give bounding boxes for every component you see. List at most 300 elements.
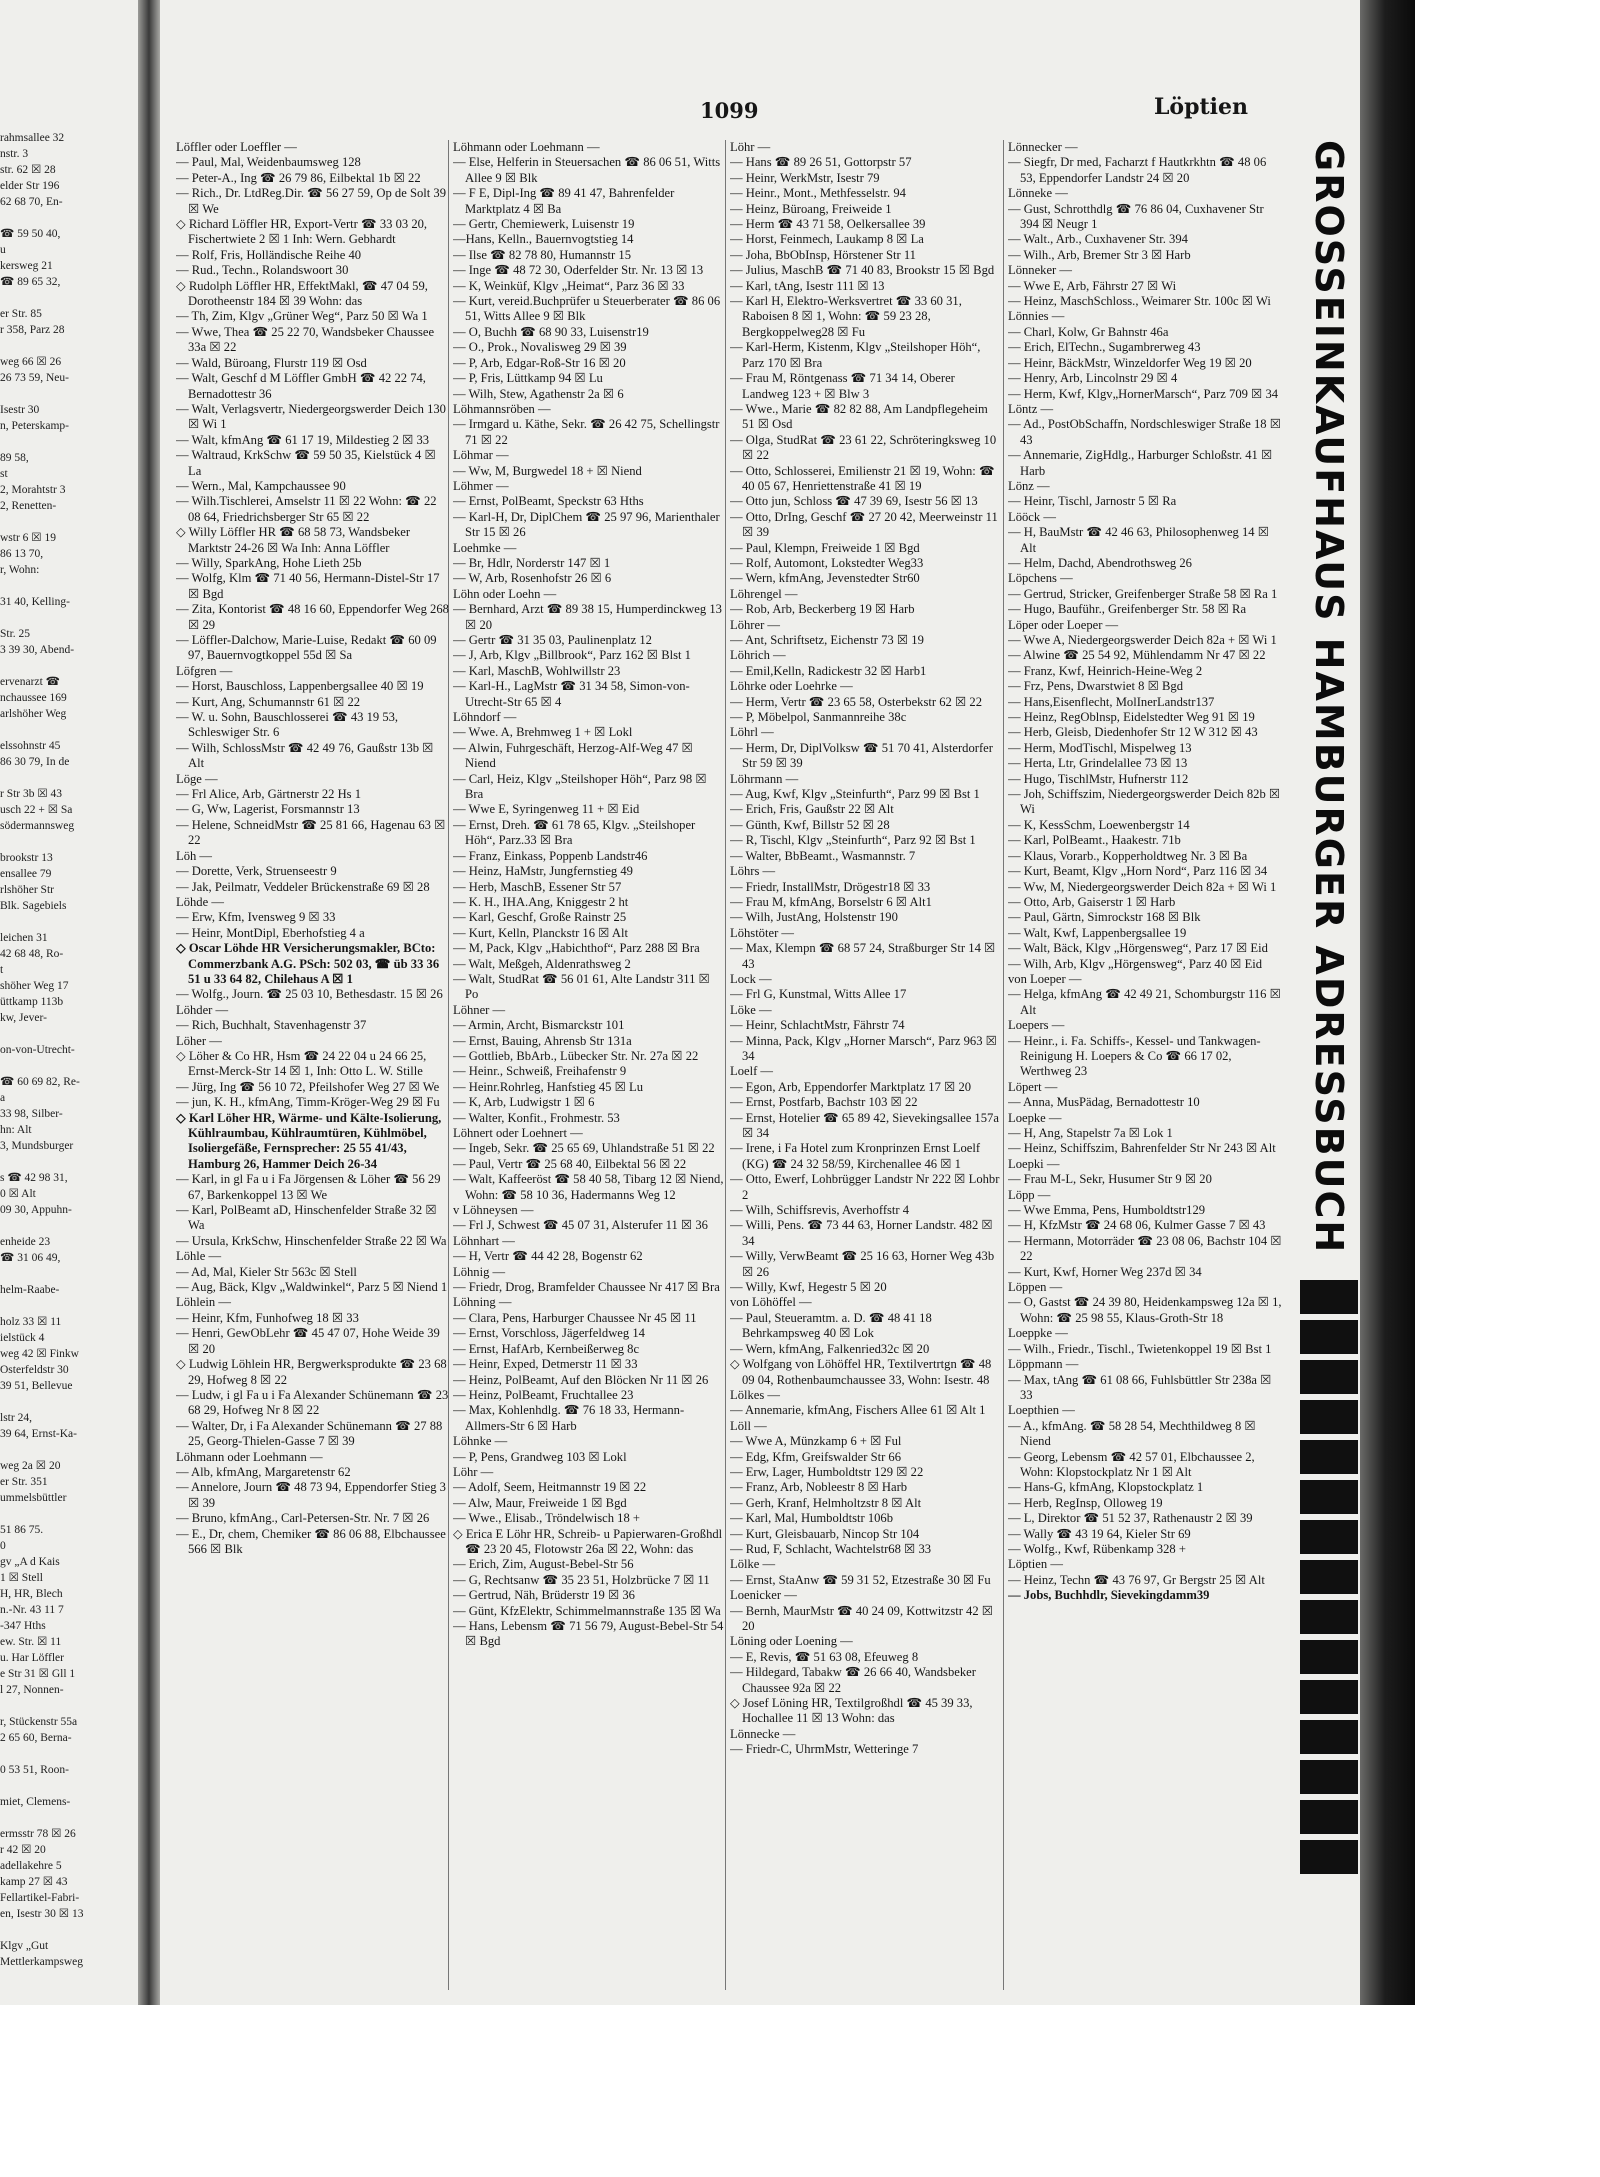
directory-entry: — O, Buchh ☎ 68 90 33, Luisenstr19	[453, 324, 649, 339]
previous-page-line: kamp 27 ☒ 43	[0, 1876, 68, 1888]
directory-entry: — Franz, Kwf, Heinrich-Heine-Weg 2	[1008, 663, 1203, 678]
previous-page-line: r 358, Parz 28	[0, 324, 65, 336]
directory-entry: — Helga, kfmAng ☎ 42 49 21, Schomburgstr 116 ☒ Alt	[1008, 987, 1281, 1017]
surname-heading: Löhrl —	[730, 725, 774, 740]
previous-page-line: Mettlerkampsweg	[0, 1956, 84, 1968]
surname-heading: Löge —	[176, 771, 218, 786]
surname-heading: Löhrer —	[730, 617, 781, 632]
directory-entry: — Gerh, Kranf, Helmholtzstr 8 ☒ Alt	[730, 1495, 922, 1510]
directory-entry: — Aug, Bäck, Klgv „Waldwinkel“, Parz 5 ☒ Niend 1	[176, 1280, 448, 1295]
directory-entry: — Wwe E, Syringenweg 11 + ☒ Eid	[453, 802, 640, 817]
directory-entry: — Ad., PostObSchaffn, Nordschleswiger Straße 18 ☒ 43	[1008, 417, 1282, 447]
directory-entry: — H, KfzMstr ☎ 24 68 06, Kulmer Gasse 7 ☒ 43	[1008, 1218, 1266, 1233]
directory-entry: — Heinz, RegOblnsp, Eidelstedter Weg 91 ☒ 19	[1008, 710, 1255, 725]
directory-entry: — Heinz, PolBeamt, Auf den Blöcken Nr 11 ☒ 26	[453, 1372, 709, 1387]
book-gutter	[138, 0, 160, 2005]
previous-page-line	[0, 658, 136, 674]
directory-entry: — Heinz, Schiffszim, Bahrenfelder Str Nr 243 ☒ Alt	[1008, 1141, 1276, 1156]
directory-entry: — Herb, MaschB, Essener Str 57	[453, 879, 622, 894]
surname-heading: Löhlein —	[176, 1295, 231, 1310]
directory-entry: — Hans,Eisenflecht, MolInerLandstr137	[1008, 694, 1215, 709]
directory-entry: — Paul, Vertr ☎ 25 68 40, Eilbektal 56 ☒ 22	[453, 1156, 687, 1171]
directory-entry: — K, Weinküf, Klgv „Heimat“, Parz 36 ☒ 33	[453, 278, 685, 293]
previous-page-line: st	[0, 468, 8, 480]
directory-entry: — Heinr, Tischl, Jarnostr 5 ☒ Ra	[1008, 494, 1177, 509]
previous-page-line: n.-Nr. 43 11 7	[0, 1604, 64, 1616]
directory-entry: — H, Vertr ☎ 44 42 28, Bogenstr 62	[453, 1249, 643, 1264]
directory-entry: ◇ Wolfgang von Löhöffel HR, Textilvertrtgn ☎ 48 09 04, Rothenbaumchaussee 33, Wohn: Isestr. 48	[730, 1357, 992, 1387]
directory-entry: — Frl J, Schwest ☎ 45 07 31, Alsterufer 11 ☒ 36	[453, 1218, 708, 1233]
directory-entry: — Anna, MusPädag, Bernadottestr 10	[1008, 1095, 1200, 1110]
directory-entry: — Kurt, Kwf, Horner Weg 237d ☒ 34	[1008, 1264, 1202, 1279]
surname-heading: Löhndorf —	[453, 710, 517, 725]
previous-page-line: nchaussee 169	[0, 692, 67, 704]
previous-page-line	[0, 1810, 136, 1826]
directory-entry: — Heinr, SchlachtMstr, Fährstr 74	[730, 1018, 905, 1033]
surname-heading: Lönnecke —	[730, 1726, 796, 1741]
directory-entry: — W. u. Sohn, Bauschlosserei ☎ 43 19 53, Schleswiger Str. 6	[176, 710, 399, 740]
surname-heading: Löher —	[176, 1033, 222, 1048]
directory-entry: — Klaus, Vorarb., Kopperholdtweg Nr. 3 ☒ Ba	[1008, 848, 1248, 863]
directory-entry: — Rud., Techn., Rolandswoort 30	[176, 263, 349, 278]
previous-page-line: Str. 25	[0, 628, 31, 640]
surname-heading: Löhmann oder Loehmann —	[176, 1449, 323, 1464]
previous-page-line: ensallee 79	[0, 868, 52, 880]
previous-page-line: u	[0, 244, 6, 256]
previous-page-line: ervenarzt ☎	[0, 676, 60, 688]
page-number: 1099	[700, 98, 759, 123]
directory-entry: — Heinr, BäckMstr, Winzeldorfer Weg 19 ☒ 20	[1008, 355, 1252, 370]
surname-heading: Loepki —	[1008, 1156, 1060, 1171]
directory-entry: — Karl-H, Dr, DiplChem ☎ 25 97 96, Marienthaler Str 15 ☒ 26	[453, 509, 720, 540]
directory-entry: — Wern, kfmAng, Falkenried32c ☒ 20	[730, 1341, 930, 1356]
previous-page-line	[0, 578, 136, 594]
surname-heading: Loepthien —	[1008, 1403, 1075, 1418]
surname-heading: Löhnig —	[453, 1264, 506, 1279]
surname-heading: Löpp —	[1008, 1187, 1051, 1202]
directory-entry: — Otto, Ewerf, Lohbrügger Landstr Nr 222 ☒ Lohbr 2	[730, 1172, 1000, 1202]
previous-page-line: ☎ 31 06 49,	[0, 1252, 61, 1264]
directory-entry: — P, Möbelpol, Sanmannreihe 38c	[730, 710, 907, 725]
previous-page-line	[0, 914, 136, 930]
surname-heading: Löntz —	[1008, 401, 1054, 416]
directory-entry: — Otto, DrIng, Geschf ☎ 27 20 42, Meerweinstr 11 ☒ 39	[730, 509, 998, 540]
directory-entry: — Walt., Arb., Cuxhavener Str. 394	[1008, 232, 1188, 247]
directory-entry: — Otto jun, Schloss ☎ 47 39 69, Isestr 56 ☒ 13	[730, 494, 978, 509]
previous-page-line	[0, 386, 136, 402]
directory-entry: — Wilh, JustAng, Holstenstr 190	[730, 910, 898, 925]
previous-page-line: er Str. 85	[0, 308, 42, 320]
previous-page-line: 2, Renetten-	[0, 500, 57, 512]
directory-entry: — Ernst, Vorschloss, Jägerfeldweg 14	[453, 1326, 645, 1341]
previous-page-line: kersweg 21	[0, 260, 53, 272]
surname-heading: Loelf —	[730, 1064, 774, 1079]
directory-entry: — Erw, Kfm, Ivensweg 9 ☒ 33	[176, 910, 336, 925]
previous-page-line: rahmsallee 32	[0, 132, 65, 144]
previous-page-line	[0, 1778, 136, 1794]
previous-page-line: Klgv „Gut	[0, 1940, 49, 1952]
directory-entry: — Wwe. A, Brehmweg 1 + ☒ Lokl	[453, 725, 633, 740]
surname-heading: Lönneker —	[1008, 263, 1072, 278]
directory-entry: — Wwe E, Arb, Fährstr 27 ☒ Wi	[1008, 278, 1177, 293]
previous-page-line	[0, 338, 136, 354]
previous-page-line	[0, 290, 136, 306]
directory-entry: — Ww, M, Burgwedel 18 + ☒ Niend	[453, 463, 642, 478]
previous-page-line	[0, 1298, 136, 1314]
surname-heading: Lock —	[730, 971, 772, 986]
directory-entry: — Ernst, Dreh. ☎ 61 78 65, Klgv. „Steilshoper Höh“, Parz.33 ☒ Bra	[453, 817, 696, 848]
directory-entry: — Annelore, Journ ☎ 48 73 94, Eppendorfer Stieg 3 ☒ 39	[176, 1480, 446, 1510]
directory-entry: — W, Arb, Rosenhofstr 26 ☒ 6	[453, 571, 612, 586]
previous-page-column	[0, 130, 136, 2000]
directory-entry: — Else, Helferin in Steuersachen ☎ 86 06 51, Witts Allee 9 ☒ Blk	[453, 155, 721, 185]
directory-entry: — Heinr, WerkMstr, Isestr 79	[730, 170, 880, 185]
previous-page-line	[0, 1058, 136, 1074]
surname-heading: Löppmann —	[1008, 1357, 1079, 1372]
previous-page-line	[0, 1922, 136, 1938]
directory-entry: — Walter, BbBeamt., Wasmannstr. 7	[730, 848, 916, 863]
surname-heading: Loehmke —	[453, 540, 517, 555]
directory-entry: — Erich, Fris, Gaußstr 22 ☒ Alt	[730, 802, 894, 817]
directory-entry: — Ernst, HafArb, Kernbeißerweg 8c	[453, 1341, 640, 1356]
previous-page-line: helm-Raabe-	[0, 1284, 60, 1296]
directory-entry: — Karl, tAng, Isestr 111 ☒ 13	[730, 278, 885, 293]
previous-page-line: usch 22 + ☒ Sa	[0, 804, 73, 816]
previous-page-line	[0, 770, 136, 786]
directory-entry: — Ernst, StaAnw ☎ 59 31 52, Etzestraße 30 ☒ Fu	[730, 1572, 991, 1587]
surname-heading: Löpert —	[1008, 1079, 1058, 1094]
directory-entry: — Walt, Verlagsvertr, Niedergeorgswerder Deich 130 ☒ Wi 1	[176, 401, 446, 432]
directory-entry: — Bernhard, Arzt ☎ 89 38 15, Humperdinckweg 13 ☒ 20	[453, 602, 722, 632]
previous-page-line: s ☎ 42 98 31,	[0, 1172, 68, 1184]
directory-entry: — Helm, Dachd, Abendrothsweg 26	[1008, 555, 1192, 570]
previous-page-line: l 27, Nonnen-	[0, 1684, 64, 1696]
previous-page-line	[0, 722, 136, 738]
directory-entry: — M, Pack, Klgv „Habichthof“, Parz 288 ☒ Bra	[453, 941, 700, 956]
directory-entry: — Ludw, i gl Fa u i Fa Alexander Schünemann ☎ 23 68 29, Hofweg Nr 8 ☒ 22	[176, 1387, 449, 1418]
directory-entry: ◇ Josef Löning HR, Textilgroßhdl ☎ 45 39 33, Hochallee 11 ☒ 13 Wohn: das	[730, 1696, 973, 1726]
directory-entry: — Paul, Klempn, Freiweide 1 ☒ Bgd	[730, 540, 920, 555]
side-advert-text: GROSSEINKAUFHAUS HAMBURGER ADRESSBUCH	[1307, 140, 1351, 1255]
surname-heading: Loepke —	[1008, 1110, 1062, 1125]
previous-page-line: Isestr 30	[0, 404, 40, 416]
previous-page-line	[0, 1442, 136, 1458]
directory-entry: — Hans, Lebensm ☎ 71 56 79, August-Bebel-Str 54 ☒ Bgd	[453, 1619, 724, 1649]
directory-entry: — Charl, Kolw, Gr Bahnstr 46a	[1008, 324, 1169, 339]
surname-heading: Löhmer —	[453, 478, 509, 493]
directory-entry: — Wilh, Schiffsrevis, Averhoffstr 4	[730, 1203, 910, 1218]
previous-page-line	[0, 1154, 136, 1170]
directory-entry: — Hans-G, kfmAng, Klopstockplatz 1	[1008, 1480, 1204, 1495]
directory-entry: ◇ Erica E Löhr HR, Schreib- u Papierwaren-Großhdl ☎ 23 20 45, Flotowstr 26a ☒ 22, Wohn: das	[453, 1526, 723, 1556]
previous-page-line: 31 40, Kelling-	[0, 596, 70, 608]
directory-entry: — Frl G, Kunstmal, Witts Allee 17	[730, 987, 907, 1002]
surname-heading: Löhnke —	[453, 1434, 508, 1449]
surname-heading: Löll —	[730, 1418, 767, 1433]
directory-entry: — Walt, Bäck, Klgv „Hörgensweg“, Parz 17 ☒ Eid	[1008, 941, 1268, 956]
directory-entry: — Wern., Mal, Kampchaussee 90	[176, 478, 346, 493]
directory-entry: — Löffler-Dalchow, Marie-Luise, Redakt ☎ 60 09 97, Bauernvogtkoppel 55d ☒ Sa	[176, 633, 437, 663]
directory-entry: — Karl-H., LagMstr ☎ 31 34 58, Simon-von-Utrecht-Str 65 ☒ 4	[453, 679, 690, 709]
previous-page-line: 3 39 30, Abend-	[0, 644, 75, 656]
directory-entry: — Ernst, Postfarb, Bachstr 103 ☒ 22	[730, 1095, 918, 1110]
surname-heading: Löning oder Loening —	[730, 1634, 853, 1649]
directory-entry: — K, Arb, Ludwigstr 1 ☒ 6	[453, 1095, 595, 1110]
previous-page-line: arlshöher Weg	[0, 708, 67, 720]
directory-entry: — H, BauMstr ☎ 42 46 63, Philosophenweg 14 ☒ Alt	[1008, 525, 1270, 555]
directory-column-3	[730, 140, 1003, 1990]
previous-page-line: Fellartikel-Fabri-	[0, 1892, 80, 1904]
directory-entry: — Heinr., i. Fa. Schiffs-, Kessel- und Tankwagen-Reinigung H. Loepers & Co ☎ 66 17 02, Werthweg 23	[1008, 1033, 1261, 1079]
directory-entry: — Alwine ☎ 25 54 92, Mühlendamm Nr 47 ☒ 22	[1008, 648, 1266, 663]
directory-entry: — P, Arb, Edgar-Roß-Str 16 ☒ 20	[453, 355, 626, 370]
previous-page-line: 89 58,	[0, 452, 29, 464]
previous-page-line: 39 51, Bellevue	[0, 1380, 73, 1392]
surname-heading: Löhning —	[453, 1295, 512, 1310]
surname-heading: v Löhneysen —	[453, 1203, 534, 1218]
previous-page-line: r, Wohn:	[0, 564, 40, 576]
directory-entry: — Kurt, vereid.Buchprüfer u Steuerberater ☎ 86 06 51, Witts Allee 9 ☒ Blk	[453, 294, 721, 324]
previous-page-line: holz 33 ☒ 11	[0, 1316, 62, 1328]
directory-entry: — Wwe., Elisab., Tröndelwisch 18 +	[453, 1511, 641, 1526]
directory-entry: — Adolf, Seem, Heitmannstr 19 ☒ 22	[453, 1480, 647, 1495]
directory-entry: — Karl, MaschB, Wohlwillstr 23	[453, 663, 621, 678]
directory-entry: — Walt, Meßgeh, Aldenrathsweg 2	[453, 956, 631, 971]
surname-heading: Löhrke oder Loehrke —	[730, 679, 853, 694]
directory-entry: — Wolfg, Klm ☎ 71 40 56, Hermann-Distel-Str 17 ☒ Bgd	[176, 571, 440, 601]
directory-entry: — Karl, PolBeamt., Haakestr. 71b	[1008, 833, 1181, 848]
directory-entry: — Heinz, MaschSchloss., Weimarer Str. 100c ☒ Wi	[1008, 294, 1271, 309]
directory-entry: — Horst, Feinmech, Laukamp 8 ☒ La	[730, 232, 924, 247]
page-header	[170, 88, 1260, 122]
surname-heading: Löhn oder Loehn —	[453, 586, 557, 601]
directory-entry: — Carl, Heiz, Klgv „Steilshoper Höh“, Parz 98 ☒ Bra	[453, 771, 707, 802]
directory-entry: — Willy, Kwf, Hegestr 5 ☒ 20	[730, 1280, 887, 1295]
directory-entry: — Heinr., Mont., Methfesselstr. 94	[730, 186, 906, 201]
surname-heading: Lönz —	[1008, 478, 1050, 493]
directory-entry: — Frau M, kfmAng, Borselstr 6 ☒ Alt1	[730, 894, 932, 909]
directory-entry: — Hans ☎ 89 26 51, Gottorpstr 57	[730, 155, 912, 170]
previous-page-line: 1 ☒ Stell	[0, 1572, 43, 1584]
directory-entry: — Kurt, Gleisbauarb, Nincop Str 104	[730, 1526, 920, 1541]
directory-entry: — Wilh., Arb, Bremer Str 3 ☒ Harb	[1008, 247, 1191, 262]
directory-entry: — Ant, Schriftsetz, Eichenstr 73 ☒ 19	[730, 633, 924, 647]
directory-entry: — Walt, Kwf, Lappenbergsallee 19	[1008, 925, 1187, 940]
directory-entry: — Karl, in gl Fa u i Fa Jörgensen & Löher ☎ 56 29 67, Barkenkoppel 13 ☒ We	[176, 1172, 441, 1202]
previous-page-line: kw, Jever-	[0, 1012, 47, 1024]
directory-entry: — Waltraud, KrkSchw ☎ 59 50 35, Kielstück 4 ☒ La	[176, 448, 436, 478]
surname-heading: Löhder —	[176, 1002, 229, 1017]
directory-entry: — Wilh, Stew, Agathenstr 2a ☒ 6	[453, 386, 624, 401]
previous-page-line	[0, 1746, 136, 1762]
directory-entry: — Wilh, SchlossMstr ☎ 42 49 76, Gaußstr 13b ☒ Alt	[176, 740, 434, 771]
surname-heading: Loepers —	[1008, 1018, 1065, 1033]
directory-entry: — Wwe Emma, Pens, Humboldtstr129	[1008, 1203, 1206, 1218]
previous-page-line: elssohnstr 45	[0, 740, 61, 752]
directory-entry: — Helene, SchneidMstr ☎ 25 81 66, Hagenau 63 ☒ 22	[176, 817, 446, 848]
previous-page-line: 09 30, Appuhn-	[0, 1204, 72, 1216]
previous-page-line: Blk. Sagebiels	[0, 900, 67, 912]
directory-entry: — Heinz, HaMstr, Jungfernstieg 49	[453, 864, 633, 879]
directory-entry: — Willy, VerwBeamt ☎ 25 16 63, Horner Weg 43b ☒ 26	[730, 1249, 995, 1279]
directory-entry: — Joh, Schiffszim, Niedergeorgswerder Deich 82b ☒ Wi	[1008, 787, 1281, 817]
directory-entry: — Günt, KfzElektr, Schimmelmannstraße 135 ☒ Wa	[453, 1603, 721, 1618]
directory-entry: — Th, Zim, Klgv „Grüner Weg“, Parz 50 ☒ Wa 1	[176, 309, 428, 324]
previous-page-line: n, Peterskamp-	[0, 420, 69, 432]
previous-page-line	[0, 1026, 136, 1042]
directory-entry: — Wald, Büroang, Flurstr 119 ☒ Osd	[176, 355, 367, 370]
directory-entry: — Rich, Buchhalt, Stavenhagenstr 37	[176, 1018, 367, 1033]
surname-heading: Löh —	[176, 848, 213, 863]
directory-entry: — Heinr, Kfm, Funhofweg 18 ☒ 33	[176, 1310, 359, 1325]
directory-entry: — Ursula, KrkSchw, Hinschenfelder Straße 22 ☒ Wa	[176, 1233, 447, 1248]
directory-entry: — Siegfr, Dr med, Facharzt f Hautkrkhtn ☎ 48 06 53, Eppendorfer Landstr 24 ☒ 20	[1008, 155, 1267, 185]
previous-page-line: ew. Str. ☒ 11	[0, 1636, 62, 1648]
surname-heading: Löhle —	[176, 1249, 222, 1264]
directory-entry: — Gottlieb, BbArb., Lübecker Str. Nr. 27a ☒ 22	[453, 1048, 699, 1063]
directory-entry: — Franz, Einkass, Poppenb Landstr46	[453, 848, 648, 863]
directory-entry: — Kurt, Kelln, Planckstr 16 ☒ Alt	[453, 925, 628, 940]
surname-heading: Löhner —	[453, 1002, 506, 1017]
previous-page-line: ☎ 59 50 40,	[0, 228, 61, 240]
directory-entry: — Rob, Arb, Beckerberg 19 ☒ Harb	[730, 602, 915, 617]
directory-entry: — Erw, Lager, Humboldtstr 129 ☒ 22	[730, 1464, 924, 1479]
previous-page-line: 2 65 60, Berna-	[0, 1732, 72, 1744]
directory-entry: — Ingeb, Sekr. ☎ 25 65 69, Uhlandstraße 51 ☒ 22	[453, 1141, 715, 1156]
directory-entry: — Dorette, Verk, Struenseestr 9	[176, 864, 337, 879]
surname-heading: Löfgren —	[176, 663, 233, 678]
directory-entry: — Olga, StudRat ☎ 23 61 22, Schröteringksweg 10 ☒ 22	[730, 432, 997, 463]
previous-page-line: -347 Hths	[0, 1620, 46, 1632]
surname-heading: Löhde —	[176, 894, 224, 909]
previous-page-line: södermannsweg	[0, 820, 75, 832]
directory-entry: — Ernst, PolBeamt, Speckstr 63 Hths	[453, 494, 644, 509]
previous-page-line: 39 64, Ernst-Ka-	[0, 1428, 77, 1440]
previous-page-line: 2, Morahtstr 3	[0, 484, 66, 496]
directory-entry: — Hermann, Motorräder ☎ 23 08 06, Bachstr 104 ☒ 22	[1008, 1233, 1282, 1264]
directory-entry: — Herb, RegInsp, Olloweg 19	[1008, 1495, 1163, 1510]
directory-entry: — Gertrud, Näh, Brüderstr 19 ☒ 36	[453, 1588, 635, 1603]
surname-heading: Löhmar —	[453, 448, 509, 463]
surname-heading: Löhrs —	[730, 864, 776, 879]
surname-heading: Löke —	[730, 1002, 772, 1017]
previous-page-line	[0, 1506, 136, 1522]
previous-page-line: Osterfeldstr 30	[0, 1364, 69, 1376]
previous-page-line: 86 30 79, In de	[0, 756, 70, 768]
surname-heading: Lönneke —	[1008, 186, 1068, 201]
surname-heading: von Löhöffel —	[730, 1295, 812, 1310]
surname-heading: Löhr —	[730, 140, 771, 154]
directory-entry: — Max, Kohlenhdlg. ☎ 76 18 33, Hermann-Allmers-Str 6 ☒ Harb	[453, 1403, 685, 1433]
directory-entry: — Günth, Kwf, Billstr 52 ☒ 28	[730, 817, 890, 832]
previous-page-line: 0 ☒ Alt	[0, 1188, 36, 1200]
previous-page-line	[0, 210, 136, 226]
page-edge-shadow	[1360, 0, 1415, 2005]
side-black-bars	[1300, 1280, 1358, 1880]
directory-entry: — Jak, Peilmatr, Veddeler Brückenstraße 69 ☒ 28	[176, 879, 430, 894]
directory-entry: — Egon, Arb, Eppendorfer Marktplatz 17 ☒ 20	[730, 1079, 972, 1094]
directory-entry: — Gertr, Chemiewerk, Luisenstr 19	[453, 217, 635, 232]
directory-entry: — G, Rechtsanw ☎ 35 23 51, Holzbrücke 7 ☒ 11	[453, 1572, 710, 1587]
directory-entry: — A., kfmAng. ☎ 58 28 54, Mechthildweg 8 ☒ Niend	[1008, 1418, 1256, 1449]
directory-entry: — Gertrud, Stricker, Greifenberger Straße 58 ☒ Ra 1	[1008, 586, 1278, 601]
directory-entry: — Willi, Pens. ☎ 73 44 63, Horner Landstr. 482 ☒ 34	[730, 1218, 993, 1248]
previous-page-line: weg 66 ☒ 26	[0, 356, 62, 368]
directory-entry: — Karl, PolBeamt aD, Hinschenfelder Straße 32 ☒ Wa	[176, 1203, 437, 1233]
directory-entry: — Heinz, PolBeamt, Fruchtallee 23	[453, 1387, 634, 1402]
directory-entry: — Wwe, Thea ☎ 25 22 70, Wandsbeker Chaussee 33a ☒ 22	[176, 324, 435, 355]
directory-entry: — Kurt, Beamt, Klgv „Horn Nord“, Parz 116 ☒ 34	[1008, 864, 1268, 879]
directory-entry: — Wwe A, Niedergeorgswerder Deich 82a + ☒ Wi 1	[1008, 633, 1277, 647]
directory-entry: — Heinr., Schweiß, Freihafenstr 9	[453, 1064, 627, 1079]
directory-entry: ◇ Rudolph Löffler HR, EffektMakl, ☎ 47 04 59, Dorotheenstr 184 ☒ 39 Wohn: das	[176, 278, 428, 309]
directory-entry: — Erich, Zim, August-Bebel-Str 56	[453, 1557, 634, 1572]
directory-entry: — Peter-A., Ing ☎ 26 79 86, Eilbektal 1b ☒ 22	[176, 170, 421, 185]
previous-page-line: 3, Mundsburger	[0, 1140, 74, 1152]
directory-entry: — Alb, kfmAng, Margaretenstr 62	[176, 1464, 351, 1479]
directory-entry: — Karl H, Elektro-Werksvertret ☎ 33 60 31, Raboisen 8 ☒ 1, Wohn: ☎ 59 23 28, Bergkoppelweg28 ☒ Fu	[730, 294, 962, 339]
directory-entry: — Heinr, Exped, Detmerstr 11 ☒ 33	[453, 1357, 638, 1372]
surname-heading: Löhnhart —	[453, 1233, 515, 1248]
directory-entry: — J, Arb, Klgv „Billbrook“, Parz 162 ☒ Blst 1	[453, 648, 691, 663]
previous-page-line: 86 13 70,	[0, 548, 44, 560]
directory-entry: — Willy, SparkAng, Hohe Lieth 25b	[176, 555, 362, 570]
directory-entry: — Rud, F, Schlacht, Wachtelstr68 ☒ 33	[730, 1541, 932, 1556]
surname-heading: Lönnecker —	[1008, 140, 1078, 154]
previous-page-line	[0, 1394, 136, 1410]
directory-entry: — Jobs, Buchhdlr, Sievekingdamm39	[1008, 1588, 1210, 1603]
directory-entry: — Otto, Schlosserei, Emilienstr 21 ☒ 19, Wohn: ☎ 40 05 67, Henriettenstraße 41 ☒ 19	[730, 463, 995, 493]
directory-entry: — Joha, BbObInsp, Hörstener Str 11	[730, 247, 916, 262]
directory-entry: — Paul, Steueramtm. a. D. ☎ 48 41 18 Behrkampsweg 40 ☒ Lok	[730, 1310, 932, 1341]
directory-entry: — Paul, Mal, Weidenbaumsweg 128	[176, 155, 361, 170]
directory-entry: — Erich, ElTechn., Sugambrerweg 43	[1008, 340, 1201, 355]
previous-page-line: rlshöher Str	[0, 884, 54, 896]
surname-heading: Löhrengel —	[730, 586, 798, 601]
previous-page-line: miet, Clemens-	[0, 1796, 71, 1808]
surname-heading: Löptien —	[1008, 1557, 1063, 1572]
surname-heading: Löppen —	[1008, 1280, 1063, 1295]
directory-entry: — Wolfg., Journ. ☎ 25 03 10, Bethesdastr. 15 ☒ 26	[176, 987, 443, 1002]
previous-page-line: r, Stückenstr 55a	[0, 1716, 78, 1728]
directory-entry: — Heinr, MontDipl, Eberhofstieg 4 a	[176, 925, 365, 940]
previous-page-line: str. 62 ☒ 28	[0, 164, 56, 176]
previous-page-line: adellakehre 5	[0, 1860, 62, 1872]
directory-entry: — Irmgard u. Käthe, Sekr. ☎ 26 42 75, Schellingstr 71 ☒ 22	[453, 417, 720, 447]
directory-entry: — Wern, kfmAng, Jevenstedter Str60	[730, 571, 920, 586]
directory-entry: — Rolf, Automont, Lokstedter Weg33	[730, 555, 924, 570]
directory-entry: ◇ Karl Löher HR, Wärme- und Kälte-Isolierung, Kühlraumbau, Kühlraumtüren, Kühlmöbel, Isoliergefäße, Fernsprecher: 25 55 41/43, Hamburg 26, Hammer Deich 26-34	[176, 1110, 442, 1171]
directory-entry: — Herm, ModTischl, Mispelweg 13	[1008, 740, 1192, 755]
directory-entry: — Walt, Kaffeeröst ☎ 58 40 58, Tibarg 12 ☒ Niend, Wohn: ☎ 58 10 36, Hadermanns Weg 12	[453, 1172, 724, 1202]
directory-entry: — Kurt, Ang, Schumannstr 61 ☒ 22	[176, 694, 361, 709]
previous-page-line	[0, 1266, 136, 1282]
directory-entry: — Frl Alice, Arb, Gärtnerstr 22 Hs 1	[176, 787, 362, 802]
previous-page-line: t	[0, 964, 4, 976]
previous-page-line: 62 68 70, En-	[0, 196, 63, 208]
previous-page-line: 0	[0, 1540, 6, 1552]
directory-entry: — P, Pens, Grandweg 103 ☒ Lokl	[453, 1449, 627, 1464]
previous-page-line: 42 68 48, Ro-	[0, 948, 64, 960]
previous-page-line: ☎ 60 69 82, Re-	[0, 1076, 80, 1088]
directory-entry: — Paul, Gärtn, Simrockstr 168 ☒ Blk	[1008, 910, 1201, 925]
directory-entry: ◇ Willy Löffler HR ☎ 68 58 73, Wandsbeker Marktstr 24-26 ☒ Wa Inh: Anna Löffler	[176, 525, 411, 555]
directory-entry: — Friedr, Drog, Bramfelder Chaussee Nr 417 ☒ Bra	[453, 1280, 720, 1295]
previous-page-line	[0, 1218, 136, 1234]
directory-entry: — Walt, Geschf d M Löffler GmbH ☎ 42 22 74, Bernadottestr 36	[176, 371, 426, 401]
previous-page-line: shöher Weg 17	[0, 980, 69, 992]
previous-page-line: 33 98, Silber-	[0, 1108, 63, 1120]
